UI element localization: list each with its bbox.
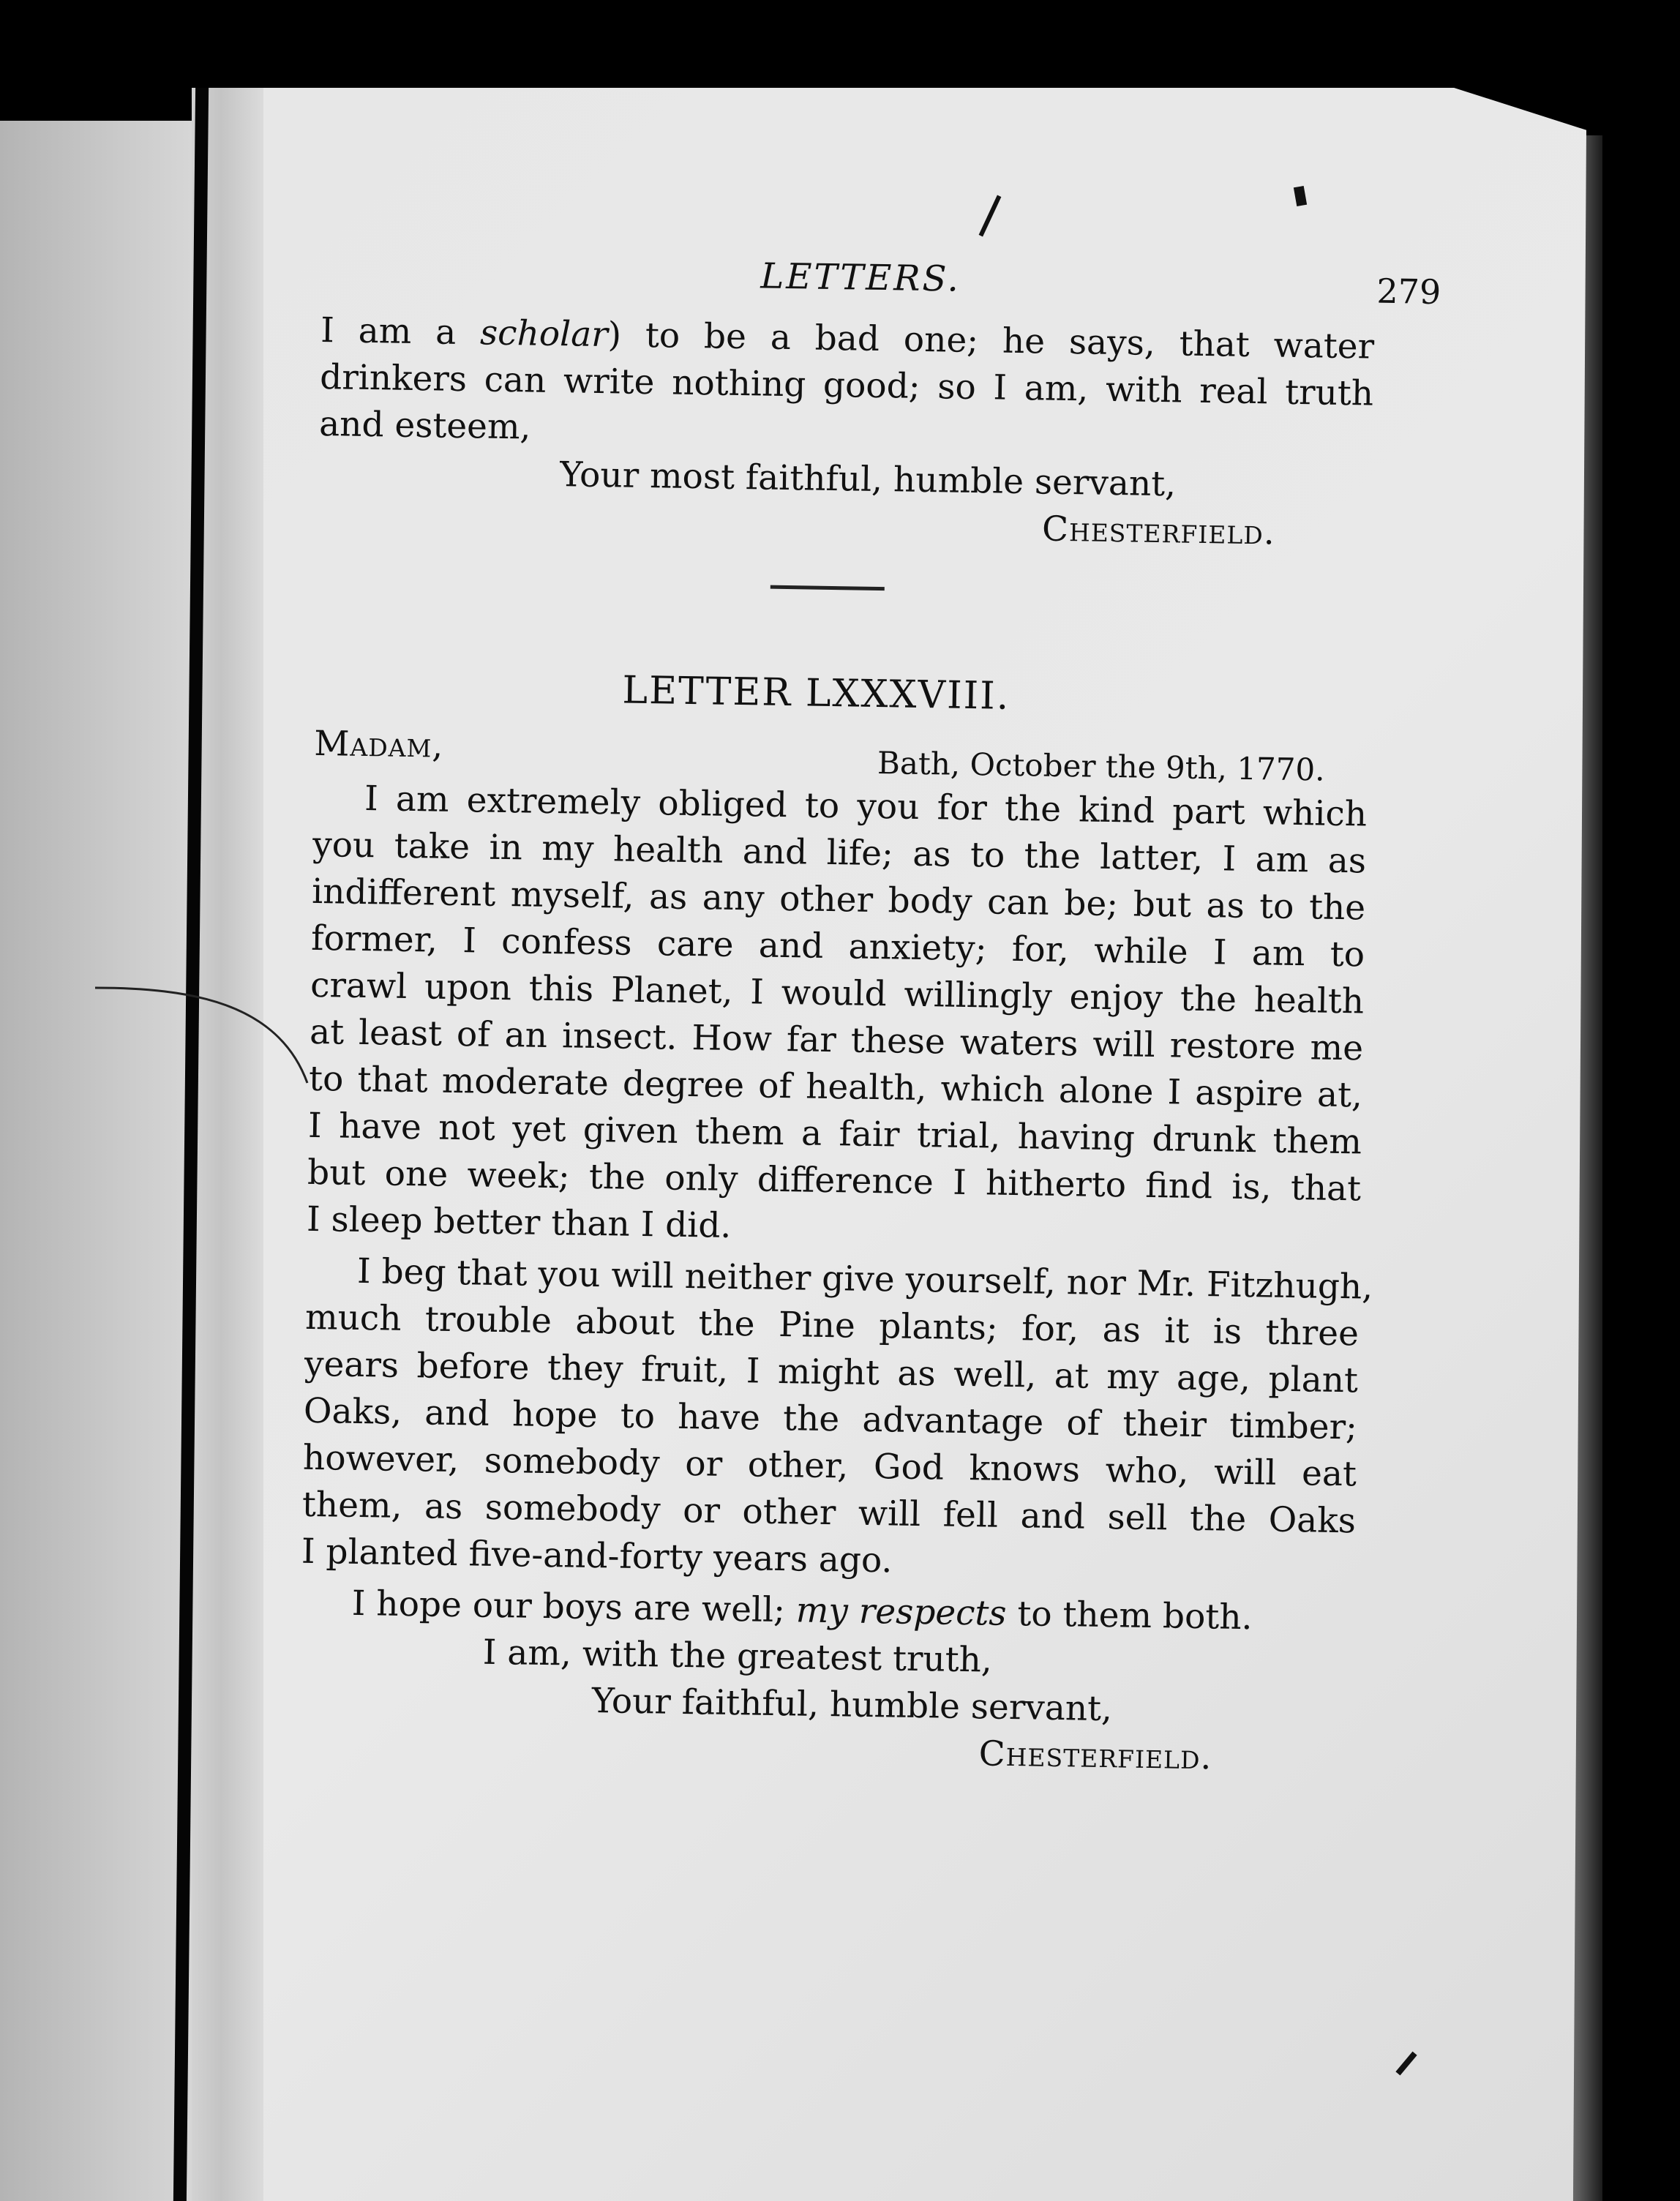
letter-heading: LETTER LXXXVIII. [622,668,1010,719]
page-content [298,249,1441,1783]
complimentary-close: Your most faithful, humble servant, [559,454,1177,505]
previous-letter [318,307,1375,558]
text-line: them, as somebody or other will fell and sell the Oaks [301,1484,1357,1542]
text-line: I have not yet given them a fair trial, having drunk them [307,1105,1362,1163]
signature: Chesterfield. [1041,509,1276,553]
text-line: and esteem, [318,403,531,448]
previous-page-edge [0,121,192,2201]
text-run: I hope our boys are well; [351,1583,797,1631]
text-line: years before they fruit, I might as well, at my age, plant [304,1343,1359,1401]
text-line: I am extremely obliged to you for the kind part which [364,779,1368,835]
text-line: to that moderate degree of health, which alone I aspire at, [308,1058,1363,1116]
text-line: I beg that you will neither give yourself, nor Mr. Fitzhugh, [356,1251,1373,1308]
text-line: Oaks, and hope to have the advantage of their timber; [303,1390,1358,1448]
text-line: you take in my health and life; as to the latter, I am as [312,824,1367,882]
text-line: I planted five-and-forty years ago. [301,1531,893,1581]
text-line: crawl upon this Planet, I would willingly enjoy the health [310,964,1365,1022]
dateline: Bath, October the 9th, 1770. [877,745,1325,788]
complimentary-close: I am, with the greatest truth, [482,1632,993,1681]
text-line: former, I confess care and anxiety; for, while I am to [310,918,1365,975]
paragraph [301,1248,1373,1592]
text-line: much trouble about the Pine plants; for, as it is three [304,1297,1360,1354]
running-title: LETTERS. [760,255,961,300]
text-line: I am a scholar) to be a bad one; he says, that water [320,310,1375,367]
margin-stroke [88,973,322,1090]
paragraph [307,775,1368,1260]
text-run-italic: my respects [795,1590,1007,1634]
text-line: drinkers can write nothing good; so I am, with real truth [319,356,1374,414]
page-number: 279 [1376,271,1441,312]
text-line: at least of an insect. How far these waters will restore me [309,1011,1364,1069]
salutation: Madam, [313,723,444,766]
complimentary-close: Your faithful, humble servant, [591,1681,1113,1730]
text-line: I sleep better than I did. [306,1199,732,1246]
signature: Chesterfield. [978,1733,1212,1778]
text-line: indifferent myself, as any other body can be; but as to the [311,871,1366,929]
text-line: however, somebody or other, God knows who, will eat [302,1437,1357,1495]
text-line: but one week; the only difference I hitherto find is, that [307,1152,1362,1210]
text-run: to them both. [1006,1593,1253,1638]
section-rule [770,585,885,590]
